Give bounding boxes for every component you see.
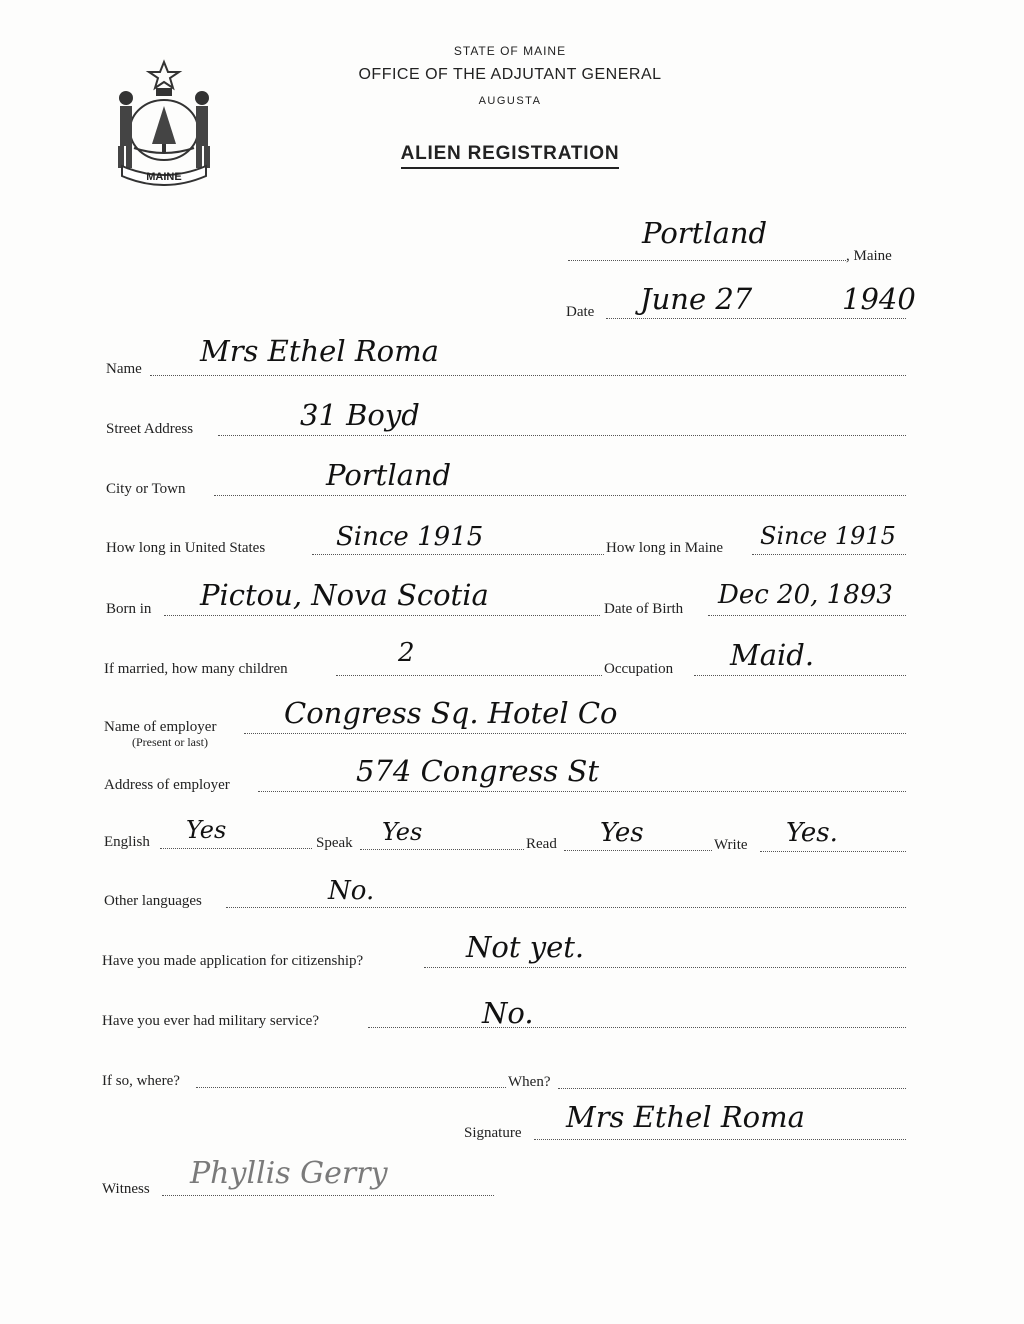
read-line: [564, 850, 712, 851]
city-label: City or Town: [106, 481, 186, 497]
how-long-us-line: [312, 554, 604, 555]
born-in-label: Born in: [106, 601, 152, 617]
other-languages-entry: No.: [328, 876, 375, 906]
read-entry: Yes: [600, 818, 644, 848]
employer-name-entry: Congress Sq. Hotel Co: [284, 696, 618, 730]
how-long-maine-label: How long in Maine: [606, 540, 724, 556]
read-label: Read: [526, 836, 557, 852]
form-title: [340, 143, 680, 165]
witness-label: Witness: [102, 1181, 150, 1197]
name-label: Name: [106, 361, 142, 377]
street-entry: 31 Boyd: [300, 398, 420, 432]
date-of-birth-entry: Dec 20, 1893: [718, 580, 893, 610]
seal-ribbon-text: MAINE: [146, 171, 182, 183]
signature-entry: Mrs Ethel Roma: [566, 1100, 805, 1134]
date-label: Date: [566, 304, 595, 320]
employer-name-label: Name of employer: [104, 719, 217, 735]
military-label: Have you ever had military service?: [102, 1013, 319, 1029]
how-long-us-label: How long in United States: [106, 540, 266, 556]
date-of-birth-label: Date of Birth: [604, 601, 684, 617]
born-in-entry: Pictou, Nova Scotia: [200, 578, 489, 612]
citizenship-line: [424, 967, 906, 968]
name-entry: Mrs Ethel Roma: [200, 334, 439, 368]
citizenship-label: Have you made application for citizenship?: [102, 953, 364, 969]
citizenship-entry: Not yet.: [466, 930, 585, 964]
signature-line: [534, 1139, 906, 1140]
how-long-maine-entry: Since 1915: [760, 522, 896, 550]
military-entry: No.: [482, 996, 534, 1030]
when-label: When?: [508, 1074, 551, 1090]
where-label: If so, where?: [102, 1073, 180, 1089]
signature-label: Signature: [464, 1125, 522, 1141]
write-line: [760, 851, 906, 852]
header-city: AUGUSTA: [478, 95, 542, 107]
header-office: OFFICE OF THE ADJUTANT GENERAL: [358, 66, 662, 83]
english-entry: Yes: [186, 816, 227, 844]
other-languages-label: Other languages: [104, 893, 202, 909]
town-line: [568, 260, 846, 261]
children-label: If married, how many children: [104, 661, 288, 677]
employer-address-line: [258, 791, 906, 792]
when-line: [558, 1088, 906, 1089]
employer-name-line: [244, 733, 906, 734]
occupation-line: [694, 675, 906, 676]
city-line: [214, 495, 906, 496]
employer-address-label: Address of employer: [104, 777, 230, 793]
maine-label: , Maine: [846, 248, 892, 264]
state-seal-icon: [104, 58, 224, 186]
witness-entry: Phyllis Gerry: [190, 1156, 388, 1191]
town-entry: Portland: [642, 216, 768, 250]
other-languages-line: [226, 907, 906, 908]
speak-entry: Yes: [382, 818, 423, 846]
english-label: English: [104, 834, 150, 850]
children-entry: 2: [398, 638, 415, 668]
city-entry: Portland: [326, 458, 452, 492]
how-long-us-entry: Since 1915: [336, 522, 484, 552]
witness-line: [162, 1195, 494, 1196]
born-in-line: [164, 615, 600, 616]
occupation-entry: Maid.: [730, 638, 815, 672]
date-month-day-entry: June 27: [640, 282, 753, 316]
how-long-maine-line: [752, 554, 906, 555]
children-line: [336, 675, 602, 676]
date-line: [606, 318, 906, 319]
military-line: [368, 1027, 906, 1028]
speak-line: [360, 849, 524, 850]
date-year-entry: 1940: [842, 282, 916, 316]
street-label: Street Address: [106, 421, 194, 437]
english-line: [160, 848, 312, 849]
header-state: STATE OF MAINE: [453, 44, 567, 58]
write-label: Write: [714, 837, 748, 853]
employer-name-note: (Present or last): [132, 735, 208, 749]
where-line: [196, 1087, 506, 1088]
write-entry: Yes.: [786, 818, 838, 848]
employer-address-entry: 574 Congress St: [356, 754, 599, 788]
occupation-label: Occupation: [604, 661, 674, 677]
street-line: [218, 435, 906, 436]
name-line: [150, 375, 906, 376]
speak-label: Speak: [316, 835, 353, 851]
form-title-text: ALIEN REGISTRATION: [401, 143, 620, 169]
date-of-birth-line: [708, 615, 906, 616]
